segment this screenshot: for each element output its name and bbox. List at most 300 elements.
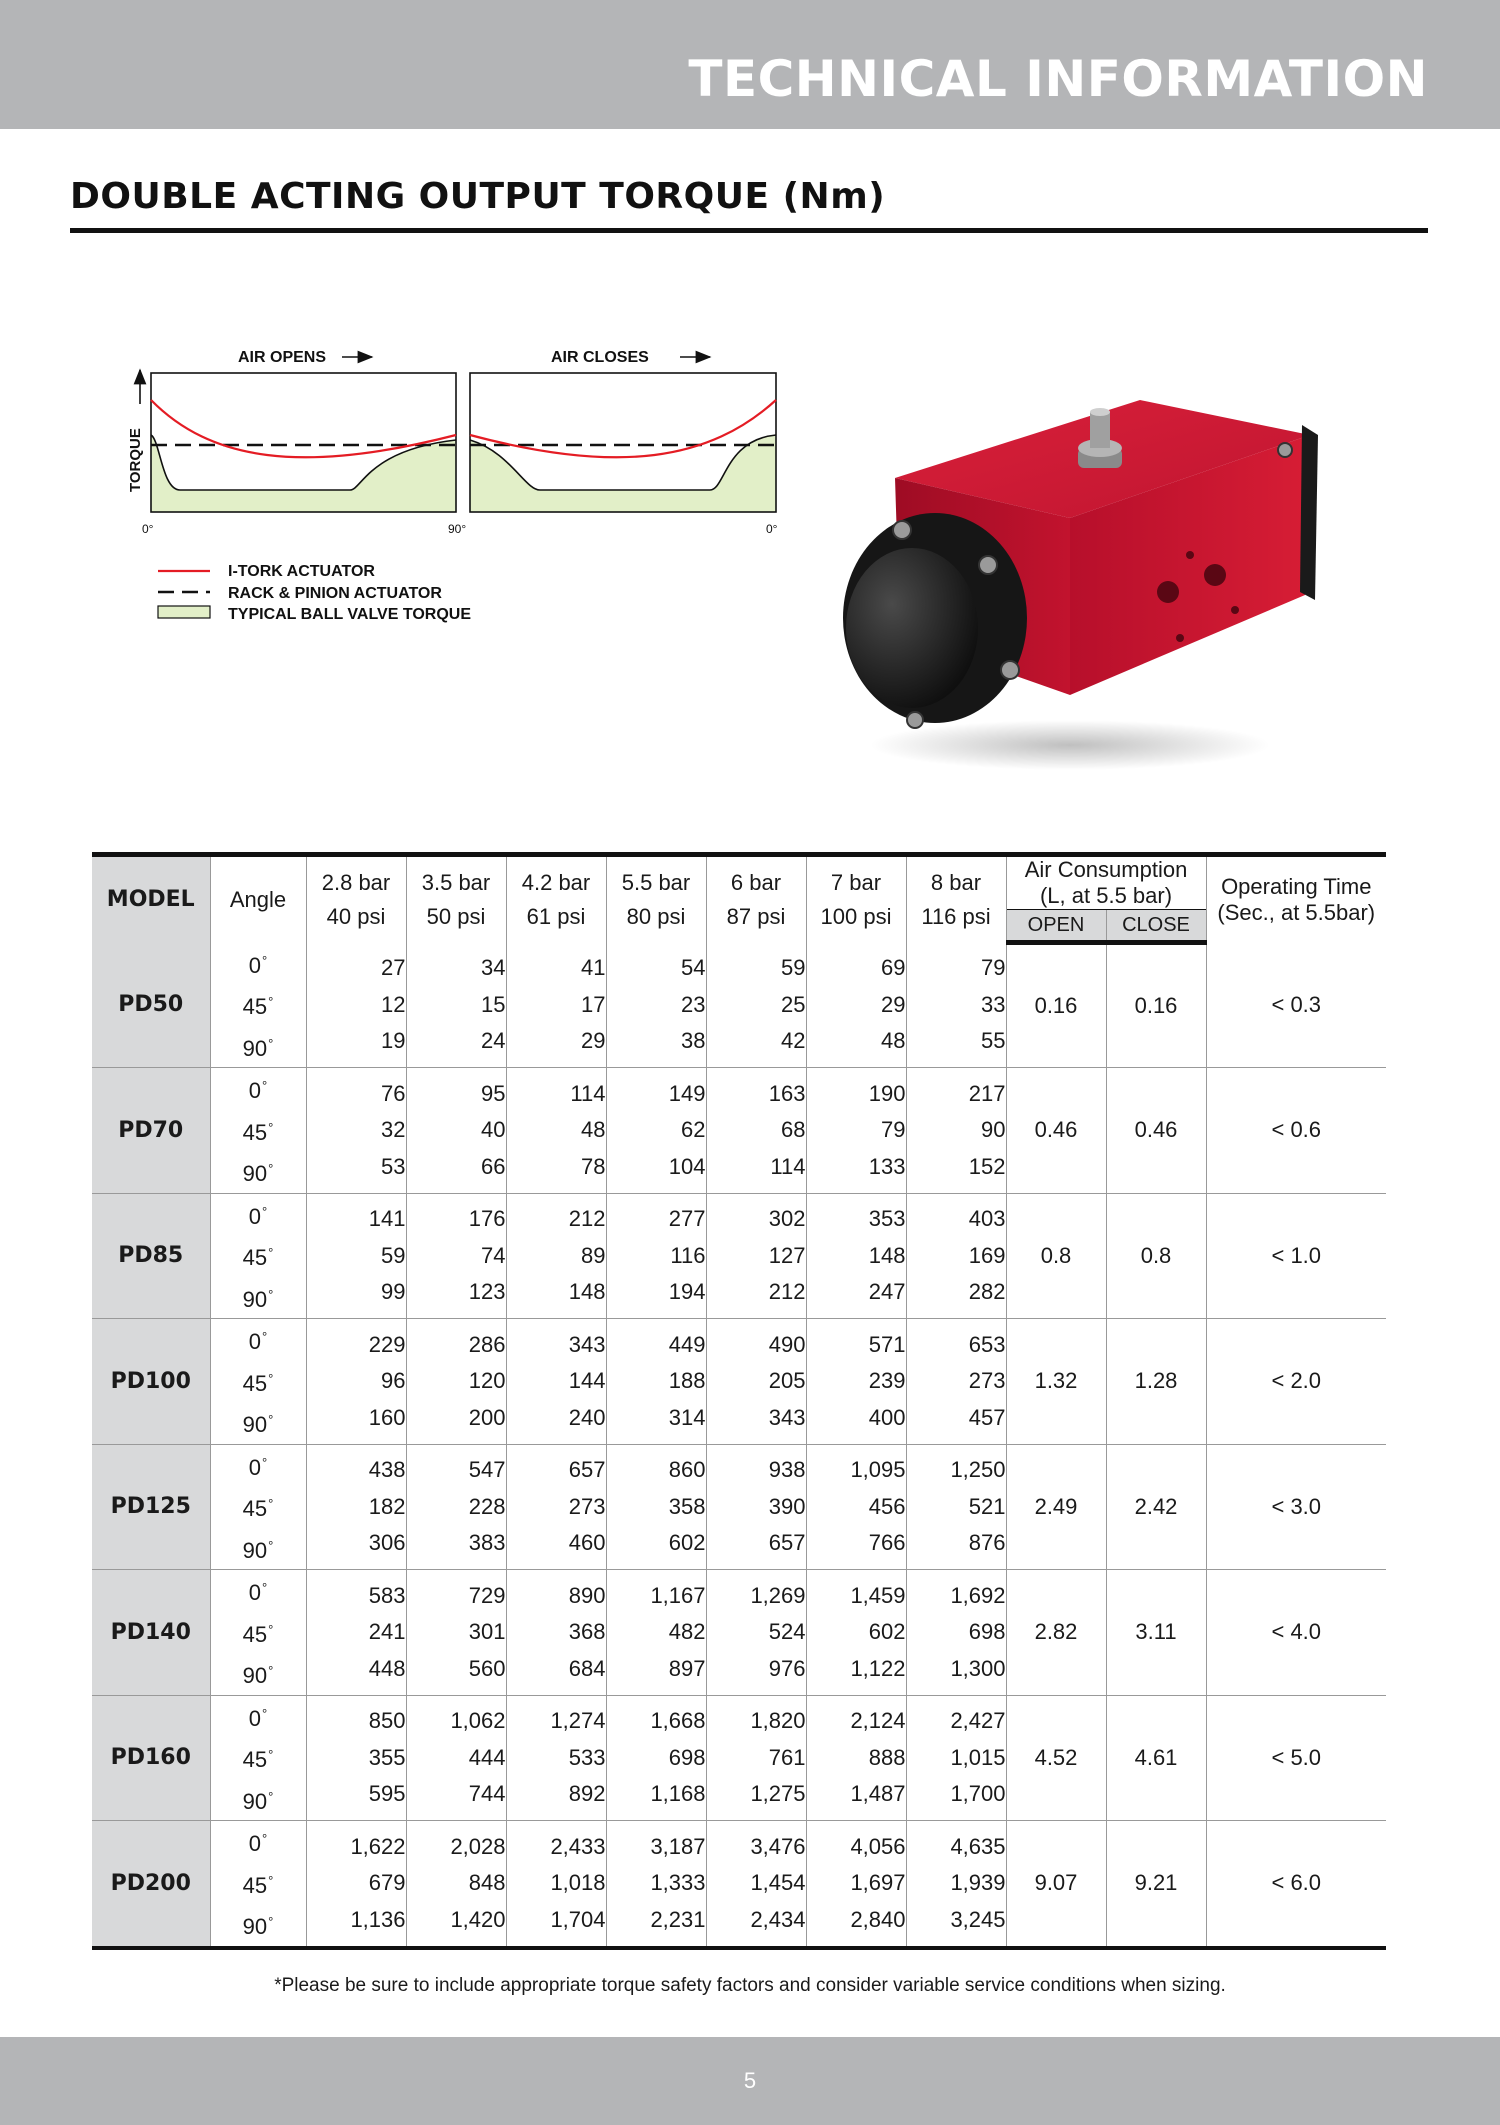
torque-value: 1,095 (850, 1457, 906, 1482)
itork-curve-right (470, 400, 776, 457)
header-operating-time (1206, 855, 1386, 943)
header-pressure-psi: 61 psi (526, 903, 586, 929)
torque-cell (406, 1570, 506, 1696)
torque-value: 148 (568, 1279, 606, 1304)
page-number: 5 (743, 2068, 757, 2093)
angle-value: 0 (248, 1705, 262, 1731)
torque-value: 2,028 (450, 1833, 506, 1859)
torque-axis-label: TORQUE (127, 428, 144, 492)
air-close-value: 3.11 (1106, 1570, 1206, 1696)
torque-value: 1,062 (450, 1708, 506, 1733)
torque-value: 4,056 (850, 1833, 906, 1859)
torque-value: 152 (968, 1153, 1006, 1179)
operating-time-value: < 0.3 (1206, 943, 1386, 1068)
table-row (92, 1570, 1386, 1696)
torque-value: 595 (368, 1781, 406, 1806)
angle-value: 90 (242, 1788, 268, 1814)
torque-cell (306, 1695, 406, 1821)
torque-value: 653 (968, 1331, 1006, 1357)
torque-value: 449 (668, 1331, 706, 1357)
air-close-value: 0.16 (1106, 943, 1206, 1068)
torque-value: 273 (568, 1493, 606, 1519)
air-close-value: 0.46 (1106, 1068, 1206, 1194)
degree-sign: ° (268, 1496, 274, 1511)
torque-value: 282 (968, 1279, 1006, 1304)
torque-value: 343 (568, 1331, 606, 1357)
header-model: MODEL (92, 855, 210, 943)
degree-sign: ° (268, 1914, 274, 1929)
torque-value: 66 (481, 1153, 506, 1179)
torque-value: 34 (481, 955, 506, 980)
torque-value: 976 (768, 1655, 806, 1681)
torque-cell (506, 1695, 606, 1821)
angle-cell (210, 1319, 306, 1445)
operating-time-value: < 0.6 (1206, 1068, 1386, 1194)
torque-value: 888 (868, 1744, 906, 1770)
torque-value: 358 (668, 1493, 706, 1519)
degree-sign: ° (268, 1537, 274, 1553)
torque-value: 657 (568, 1457, 606, 1482)
torque-value: 79 (981, 955, 1006, 980)
torque-cell (306, 1570, 406, 1696)
table-row (92, 1821, 1386, 1948)
operating-time-value: < 4.0 (1206, 1570, 1386, 1696)
torque-value: 301 (468, 1619, 506, 1644)
torque-cell (706, 1444, 806, 1570)
torque-value: 679 (368, 1870, 406, 1895)
air-close-value: 1.28 (1106, 1319, 1206, 1445)
torque-value: 169 (968, 1242, 1006, 1268)
degree-sign: ° (268, 1245, 274, 1260)
torque-cell (906, 1444, 1006, 1570)
port-hole-3 (1186, 551, 1194, 559)
torque-value: 62 (681, 1117, 706, 1142)
torque-value: 460 (568, 1530, 606, 1555)
header-pressure-bar: 2.8 bar (321, 869, 391, 895)
torque-value: 33 (981, 991, 1006, 1017)
torque-value: 848 (468, 1870, 506, 1895)
section-title: DOUBLE ACTING OUTPUT TORQUE (Nm) (70, 176, 886, 217)
degree-sign: ° (268, 1788, 274, 1804)
torque-value: 96 (381, 1368, 406, 1393)
torque-cell (706, 1695, 806, 1821)
torque-cell (906, 1319, 1006, 1445)
torque-cell (806, 1068, 906, 1194)
torque-cell (406, 1068, 506, 1194)
diagram-legend (158, 563, 471, 623)
torque-cell (606, 1570, 706, 1696)
angle-cell (210, 1444, 306, 1570)
torque-value: 79 (881, 1117, 906, 1142)
torque-value: 602 (668, 1530, 706, 1555)
angle-value: 45 (242, 1119, 268, 1145)
torque-cell (906, 943, 1006, 1068)
torque-value: 306 (368, 1530, 406, 1555)
torque-cell (806, 1821, 906, 1948)
torque-value: 41 (581, 955, 606, 980)
torque-cell (406, 1821, 506, 1948)
torque-value: 744 (468, 1781, 506, 1806)
torque-value: 55 (981, 1028, 1006, 1053)
torque-value: 438 (368, 1457, 406, 1482)
torque-value: 1,275 (750, 1781, 806, 1806)
torque-value: 766 (868, 1530, 906, 1555)
end-cap-right (1300, 425, 1318, 600)
table-row (92, 1193, 1386, 1319)
torque-value: 2,231 (650, 1906, 706, 1932)
operating-time-value: < 3.0 (1206, 1444, 1386, 1570)
torque-value: 59 (781, 955, 806, 980)
torque-value: 353 (868, 1206, 906, 1231)
torque-cell (406, 943, 506, 1068)
torque-cell (906, 1193, 1006, 1319)
torque-value: 176 (468, 1206, 506, 1231)
torque-value: 24 (481, 1028, 506, 1053)
degree-sign: ° (262, 1078, 268, 1093)
degree-sign: ° (262, 1329, 268, 1344)
torque-cell (906, 1695, 1006, 1821)
torque-value: 897 (668, 1655, 706, 1681)
torque-value: 277 (668, 1206, 706, 1231)
angle-value: 90 (242, 1914, 268, 1939)
air-closes-label: AIR CLOSES (551, 349, 649, 366)
footnote: *Please be sure to include appropriate torque safety factors and consider variable service conditions when sizing. (274, 1975, 1226, 1996)
torque-value: 217 (968, 1080, 1006, 1106)
torque-value: 95 (481, 1080, 506, 1106)
torque-value: 17 (581, 991, 606, 1017)
torque-value: 160 (368, 1404, 406, 1430)
degree-sign: ° (268, 1370, 274, 1386)
torque-value: 457 (968, 1404, 1006, 1430)
torque-value: 524 (768, 1619, 806, 1644)
header-pressure-2 (406, 855, 506, 943)
header-pressure-psi: 50 psi (426, 903, 486, 929)
torque-value: 241 (368, 1619, 406, 1644)
torque-value: 54 (681, 955, 706, 980)
table-row (92, 1695, 1386, 1821)
torque-value: 657 (768, 1530, 806, 1555)
torque-value: 892 (568, 1781, 606, 1806)
torque-value: 602 (868, 1619, 906, 1644)
torque-value: 302 (768, 1206, 806, 1231)
bolt-3 (1001, 661, 1019, 679)
degree-sign: ° (262, 1454, 268, 1470)
angle-value: 0 (248, 1078, 262, 1103)
air-opens-panel (151, 373, 456, 512)
header-pressure-bar: 5.5 bar (621, 869, 691, 895)
x-tick-start: 0° (142, 522, 154, 536)
torque-value: 53 (381, 1153, 406, 1179)
torque-cell (406, 1444, 506, 1570)
torque-value: 42 (781, 1028, 806, 1053)
header-banner (0, 0, 1500, 129)
header-pressure-psi: 87 psi (726, 903, 786, 929)
torque-cell (606, 1821, 706, 1948)
torque-value: 3,476 (750, 1833, 806, 1859)
header-pressure-bar: 6 bar (730, 869, 782, 895)
header-air-consumption (1006, 855, 1206, 910)
operating-time-value: < 5.0 (1206, 1695, 1386, 1821)
torque-value: 163 (768, 1080, 806, 1106)
torque-cell (306, 1821, 406, 1948)
model-name: PD200 (92, 1821, 210, 1948)
header-pressure-5 (706, 855, 806, 943)
torque-cell (906, 1570, 1006, 1696)
header-op-line1: Operating Time (1221, 873, 1372, 899)
torque-cell (506, 1319, 606, 1445)
air-open-value: 0.8 (1006, 1193, 1106, 1319)
torque-cell (506, 1821, 606, 1948)
degree-sign: ° (268, 1161, 274, 1176)
header-pressure-psi: 100 psi (820, 903, 892, 929)
angle-value: 45 (242, 1245, 268, 1270)
shaft-stem (1090, 412, 1110, 448)
header-angle: Angle (210, 855, 306, 943)
torque-value: 850 (368, 1708, 406, 1733)
torque-cell (906, 1068, 1006, 1194)
legend-swatch-ball-valve (158, 606, 210, 618)
torque-cell (306, 1068, 406, 1194)
torque-value: 490 (768, 1331, 806, 1357)
torque-value: 1,420 (450, 1906, 506, 1932)
legend-label-itork: I-TORK ACTUATOR (228, 563, 375, 580)
torque-value: 684 (568, 1655, 606, 1681)
angle-value: 90 (242, 1161, 268, 1186)
bolt-5 (1278, 443, 1292, 457)
degree-sign: ° (262, 1580, 268, 1595)
torque-value: 212 (768, 1279, 806, 1304)
torque-value: 114 (570, 1080, 606, 1106)
torque-value: 90 (981, 1117, 1006, 1142)
torque-cell (706, 1068, 806, 1194)
degree-sign: ° (268, 1747, 274, 1762)
torque-value: 32 (381, 1117, 406, 1142)
torque-cell (306, 1319, 406, 1445)
shaft-cap (1090, 408, 1110, 416)
angle-cell (210, 1821, 306, 1948)
header-pressure-psi: 80 psi (626, 903, 686, 929)
torque-value: 205 (768, 1368, 806, 1393)
torque-value: 120 (468, 1368, 506, 1393)
torque-value: 1,668 (650, 1708, 706, 1733)
torque-value: 1,168 (650, 1781, 706, 1806)
header-pressure-7 (906, 855, 1006, 943)
torque-value: 4,635 (950, 1833, 1006, 1859)
torque-cell (506, 1444, 606, 1570)
torque-value: 1,018 (550, 1870, 606, 1895)
header-pressure-bar: 7 bar (830, 869, 882, 895)
air-close-value: 4.61 (1106, 1695, 1206, 1821)
torque-value: 23 (681, 991, 706, 1017)
torque-cell (806, 1695, 906, 1821)
torque-value: 1,454 (750, 1870, 806, 1895)
torque-diagram (100, 340, 800, 640)
torque-cell (406, 1193, 506, 1319)
torque-value: 583 (368, 1582, 406, 1608)
torque-value: 38 (681, 1028, 706, 1053)
x-tick-end: 0° (766, 522, 778, 536)
torque-cell (706, 1821, 806, 1948)
model-name: PD100 (92, 1319, 210, 1445)
torque-value: 74 (481, 1242, 506, 1268)
angle-value: 45 (242, 994, 268, 1019)
torque-value: 25 (781, 991, 806, 1017)
torque-value: 89 (581, 1242, 606, 1268)
torque-cell (606, 1068, 706, 1194)
torque-value: 212 (568, 1206, 606, 1231)
angle-value: 90 (242, 1663, 268, 1688)
torque-value: 400 (868, 1404, 906, 1430)
header-title: TECHNICAL INFORMATION (688, 50, 1428, 108)
torque-cell (606, 1695, 706, 1821)
torque-value: 1,697 (850, 1870, 906, 1895)
torque-cell (506, 1570, 606, 1696)
torque-value: 1,820 (750, 1708, 806, 1733)
torque-value: 229 (368, 1331, 406, 1357)
torque-value: 521 (968, 1493, 1006, 1519)
angle-value: 45 (242, 1370, 268, 1396)
angle-value: 0 (248, 952, 262, 978)
torque-cell (506, 943, 606, 1068)
angle-value: 0 (248, 1454, 262, 1480)
degree-sign: ° (268, 1621, 274, 1637)
model-name: PD70 (92, 1068, 210, 1194)
torque-value: 228 (468, 1493, 506, 1519)
torque-value: 729 (468, 1582, 506, 1608)
torque-value: 1,333 (650, 1870, 706, 1895)
legend-label-ball-valve: TYPICAL BALL VALVE TORQUE (228, 606, 471, 623)
actuator-photo (840, 370, 1320, 780)
header-pressure-psi: 116 psi (921, 903, 991, 929)
model-name: PD50 (92, 943, 210, 1068)
table-row (92, 943, 1386, 1068)
port-hole-2 (1204, 564, 1226, 586)
torque-value: 876 (968, 1530, 1006, 1555)
angle-cell (210, 1068, 306, 1194)
angle-cell (210, 1695, 306, 1821)
torque-value: 182 (368, 1493, 406, 1519)
torque-value: 403 (968, 1206, 1006, 1231)
torque-value: 247 (868, 1279, 906, 1304)
torque-value: 1,939 (950, 1870, 1006, 1895)
torque-value: 29 (581, 1028, 606, 1053)
torque-table-body (92, 943, 1386, 1948)
table-row (92, 1444, 1386, 1570)
torque-value: 149 (668, 1080, 706, 1106)
air-closes-panel (470, 373, 776, 512)
torque-value: 69 (881, 955, 906, 980)
torque-value: 1,622 (350, 1833, 406, 1859)
torque-value: 40 (481, 1117, 506, 1142)
torque-cell (606, 1319, 706, 1445)
torque-value: 2,840 (850, 1906, 906, 1932)
air-open-value: 0.16 (1006, 943, 1106, 1068)
torque-cell (806, 1193, 906, 1319)
torque-value: 78 (581, 1153, 606, 1179)
torque-value: 1,300 (950, 1655, 1006, 1681)
torque-value: 114 (770, 1153, 806, 1179)
torque-value: 1,167 (650, 1582, 706, 1608)
angle-value: 45 (242, 1747, 268, 1772)
header-pressure-bar: 3.5 bar (421, 869, 491, 895)
torque-value: 188 (668, 1368, 706, 1393)
degree-sign: ° (268, 1035, 274, 1051)
air-close-value: 2.42 (1106, 1444, 1206, 1570)
torque-value: 29 (881, 991, 906, 1017)
torque-value: 1,700 (950, 1781, 1006, 1806)
angle-value: 90 (242, 1412, 268, 1437)
angle-value: 0 (248, 1203, 262, 1229)
angle-value: 90 (242, 1537, 268, 1563)
torque-cell (306, 943, 406, 1068)
header-op-line2: (Sec., at 5.5bar) (1217, 899, 1376, 925)
torque-value: 240 (568, 1404, 606, 1430)
torque-value: 123 (468, 1279, 506, 1304)
air-opens-label: AIR OPENS (238, 349, 327, 366)
angle-cell (210, 943, 306, 1068)
torque-value: 59 (381, 1242, 406, 1268)
angle-value: 90 (242, 1035, 268, 1061)
degree-sign: ° (262, 952, 268, 968)
torque-value: 355 (368, 1744, 406, 1770)
photo-shadow (870, 720, 1270, 770)
torque-value: 533 (568, 1744, 606, 1770)
torque-cell (406, 1319, 506, 1445)
torque-value: 1,136 (350, 1906, 406, 1932)
torque-value: 286 (468, 1331, 506, 1357)
torque-value: 127 (768, 1242, 806, 1268)
torque-cell (506, 1068, 606, 1194)
degree-sign: ° (268, 1412, 274, 1427)
model-name: PD125 (92, 1444, 210, 1570)
torque-value: 144 (568, 1368, 606, 1393)
torque-cell (806, 943, 906, 1068)
torque-value: 2,433 (550, 1833, 606, 1859)
header-open: OPEN (1006, 910, 1106, 943)
torque-value: 19 (381, 1028, 406, 1053)
torque-value: 116 (670, 1242, 706, 1268)
torque-value: 1,269 (750, 1582, 806, 1608)
torque-cell (806, 1570, 906, 1696)
degree-sign: ° (268, 1119, 274, 1135)
torque-cell (706, 1319, 806, 1445)
torque-cell (306, 1444, 406, 1570)
operating-time-value: < 1.0 (1206, 1193, 1386, 1319)
torque-table (92, 852, 1386, 1950)
degree-sign: ° (262, 1705, 268, 1721)
torque-value: 1,015 (950, 1744, 1006, 1770)
torque-cell (806, 1319, 906, 1445)
torque-value: 314 (668, 1404, 706, 1430)
torque-value: 456 (868, 1493, 906, 1519)
torque-value: 761 (768, 1744, 806, 1770)
torque-value: 444 (468, 1744, 506, 1770)
torque-value: 48 (881, 1028, 906, 1053)
bolt-2 (979, 556, 997, 574)
air-close-value: 0.8 (1106, 1193, 1206, 1319)
torque-cell (706, 943, 806, 1068)
degree-sign: ° (268, 994, 274, 1009)
angle-value: 45 (242, 1621, 268, 1647)
air-open-value: 1.32 (1006, 1319, 1106, 1445)
torque-value: 27 (381, 955, 406, 980)
torque-value: 148 (868, 1242, 906, 1268)
torque-value: 383 (468, 1530, 506, 1555)
torque-value: 571 (868, 1331, 906, 1357)
torque-cell (806, 1444, 906, 1570)
torque-cell (906, 1821, 1006, 1948)
torque-value: 3,187 (650, 1833, 706, 1859)
